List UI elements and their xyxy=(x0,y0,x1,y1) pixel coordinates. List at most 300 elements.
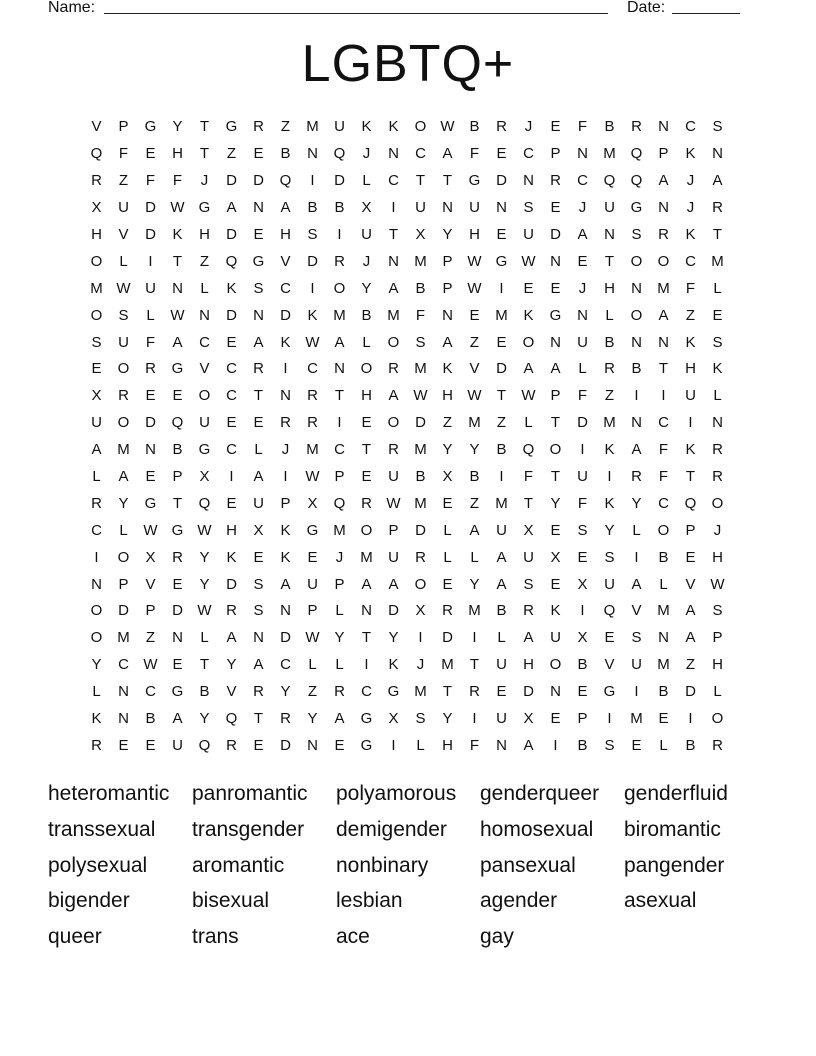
grid-letter: A xyxy=(388,575,399,593)
grid-letter: S xyxy=(415,710,426,728)
grid-letter: N xyxy=(712,145,723,163)
grid-row xyxy=(83,437,731,464)
grid-letter: T xyxy=(550,414,561,432)
grid-letter: S xyxy=(118,306,129,324)
grid-letter: L xyxy=(443,521,452,539)
grid-letter: P xyxy=(712,629,723,647)
grid-letter: G xyxy=(171,360,184,378)
word-bank-item: polysexual xyxy=(48,853,148,877)
grid-letter: L xyxy=(659,736,668,754)
grid-letter: A xyxy=(442,145,453,163)
grid-letter: C xyxy=(226,441,237,459)
grid-letter: T xyxy=(199,118,210,136)
grid-row xyxy=(83,275,731,302)
grid-letter: F xyxy=(145,333,156,351)
word-bank-item: trans xyxy=(192,925,239,949)
grid-letter: V xyxy=(91,118,102,136)
grid-letter: R xyxy=(631,468,642,486)
grid-letter: I xyxy=(688,710,693,728)
grid-letter: A xyxy=(631,441,642,459)
grid-letter: D xyxy=(577,414,588,432)
grid-letter: C xyxy=(685,118,696,136)
grid-letter: Q xyxy=(225,710,238,728)
grid-letter: I xyxy=(418,629,423,647)
grid-letter: A xyxy=(253,333,264,351)
grid-letter: O xyxy=(117,548,130,566)
grid-letter: R xyxy=(388,360,399,378)
grid-letter: N xyxy=(442,199,453,217)
grid-letter: N xyxy=(577,306,588,324)
grid-letter: J xyxy=(524,118,533,136)
grid-letter: E xyxy=(334,736,345,754)
grid-letter: G xyxy=(549,306,562,324)
grid-letter: R xyxy=(415,548,426,566)
grid-letter: S xyxy=(712,602,723,620)
grid-letter: I xyxy=(634,683,639,701)
grid-letter: Y xyxy=(199,575,210,593)
grid-letter: U xyxy=(388,468,399,486)
grid-letter: X xyxy=(415,226,426,243)
grid-letter: O xyxy=(90,602,103,620)
grid-letter: G xyxy=(198,199,211,217)
grid-letter: E xyxy=(550,199,561,217)
grid-letter: Y xyxy=(469,575,480,593)
grid-letter: C xyxy=(361,683,372,701)
grid-letter: A xyxy=(712,172,723,190)
grid-letter: J xyxy=(335,548,344,566)
grid-letter: Q xyxy=(684,494,697,512)
grid-letter: G xyxy=(360,736,373,754)
grid-letter: M xyxy=(603,414,616,432)
grid-letter: H xyxy=(604,279,615,297)
grid-letter: E xyxy=(496,683,507,701)
grid-letter: I xyxy=(499,279,504,297)
word-bank-item: genderqueer xyxy=(480,782,600,805)
grid-letter: H xyxy=(523,656,534,674)
word-bank-item: gay xyxy=(480,925,514,949)
grid-letter: M xyxy=(441,656,454,674)
grid-letter: T xyxy=(172,252,183,270)
grid-letter: G xyxy=(144,118,157,136)
grid-letter: E xyxy=(91,360,102,378)
grid-letter: O xyxy=(117,414,130,432)
grid-letter: B xyxy=(658,548,669,566)
grid-letter: G xyxy=(252,252,265,270)
grid-letter: Z xyxy=(280,118,291,136)
grid-letter: N xyxy=(658,199,669,217)
grid-letter: N xyxy=(658,118,669,136)
grid-letter: R xyxy=(118,387,129,405)
grid-letter: N xyxy=(442,306,453,324)
grid-letter: N xyxy=(91,575,102,593)
grid-letter: B xyxy=(577,736,588,754)
grid-letter: K xyxy=(712,360,723,378)
grid-letter: E xyxy=(442,494,453,512)
grid-letter: A xyxy=(577,226,588,243)
grid-letter: F xyxy=(415,306,426,324)
grid-letter: H xyxy=(712,656,723,674)
grid-letter: O xyxy=(414,575,427,593)
grid-letter: H xyxy=(685,360,696,378)
grid-letter: O xyxy=(711,710,724,728)
grid-letter: M xyxy=(657,279,670,297)
grid-letter: K xyxy=(604,441,615,459)
grid-letter: A xyxy=(469,521,480,539)
grid-letter: N xyxy=(307,145,318,163)
grid-letter: A xyxy=(550,360,561,378)
grid-letter: F xyxy=(685,279,696,297)
grid-letter: M xyxy=(603,145,616,163)
grid-letter: U xyxy=(334,118,345,136)
grid-letter: G xyxy=(468,172,481,190)
grid-letter: R xyxy=(712,736,723,754)
grid-letter: A xyxy=(442,333,453,351)
grid-letter: B xyxy=(496,602,507,620)
grid-letter: C xyxy=(118,656,129,674)
grid-letter: K xyxy=(280,521,291,539)
grid-letter: I xyxy=(391,736,396,754)
grid-letter: N xyxy=(172,629,183,647)
word-bank-item: ace xyxy=(336,925,370,949)
grid-letter: S xyxy=(253,279,264,297)
grid-letter: K xyxy=(604,494,615,512)
grid-row xyxy=(83,652,731,679)
grid-letter: T xyxy=(712,226,723,243)
name-blank-line xyxy=(104,13,608,14)
grid-letter: F xyxy=(469,145,480,163)
grid-letter: Z xyxy=(118,172,129,190)
grid-letter: W xyxy=(521,387,536,405)
grid-letter: P xyxy=(388,521,399,539)
grid-letter: W xyxy=(305,468,320,486)
grid-letter: A xyxy=(91,441,102,459)
grid-letter: O xyxy=(711,494,724,512)
grid-letter: F xyxy=(145,172,156,190)
grid-letter: Z xyxy=(442,414,453,432)
grid-letter: T xyxy=(523,494,534,512)
grid-letter: Z xyxy=(496,414,507,432)
grid-letter: O xyxy=(360,360,373,378)
grid-letter: G xyxy=(144,494,157,512)
grid-letter: D xyxy=(226,172,237,190)
grid-letter: D xyxy=(523,683,534,701)
grid-letter: U xyxy=(469,199,480,217)
word-bank-item: pangender xyxy=(624,853,725,877)
grid-letter: E xyxy=(172,387,183,405)
grid-letter: P xyxy=(658,145,669,163)
grid-letter: B xyxy=(415,279,426,297)
grid-letter: U xyxy=(496,521,507,539)
grid-letter: N xyxy=(307,736,318,754)
grid-letter: Q xyxy=(522,441,535,459)
grid-row xyxy=(83,329,731,356)
grid-letter: U xyxy=(415,199,426,217)
grid-letter: J xyxy=(578,279,587,297)
grid-letter: W xyxy=(413,387,428,405)
grid-letter: O xyxy=(198,387,211,405)
page-title: LGBTQ+ xyxy=(301,35,515,93)
grid-letter: U xyxy=(496,656,507,674)
grid-letter: E xyxy=(361,468,372,486)
grid-row xyxy=(83,195,731,222)
grid-letter: O xyxy=(387,414,400,432)
grid-letter: T xyxy=(253,387,264,405)
grid-letter: J xyxy=(578,199,587,217)
grid-letter: H xyxy=(442,387,453,405)
grid-letter: F xyxy=(469,736,480,754)
grid-letter: P xyxy=(145,602,156,620)
grid-letter: F xyxy=(577,387,588,405)
grid-letter: N xyxy=(631,279,642,297)
grid-letter: L xyxy=(92,468,101,486)
grid-letter: M xyxy=(306,118,319,136)
grid-row xyxy=(83,383,731,410)
grid-letter: I xyxy=(391,199,396,217)
grid-letter: A xyxy=(685,602,696,620)
grid-letter: O xyxy=(360,521,373,539)
grid-letter: E xyxy=(577,683,588,701)
grid-letter: R xyxy=(712,441,723,459)
grid-letter: E xyxy=(496,226,507,243)
grid-letter: D xyxy=(145,199,156,217)
grid-letter: Q xyxy=(630,172,643,190)
grid-letter: X xyxy=(388,710,399,728)
grid-row xyxy=(83,732,731,759)
grid-letter: N xyxy=(280,387,291,405)
grid-letter: N xyxy=(523,172,534,190)
grid-letter: I xyxy=(337,226,342,243)
grid-letter: B xyxy=(469,118,480,136)
grid-letter: M xyxy=(657,656,670,674)
grid-letter: W xyxy=(521,252,536,270)
grid-letter: E xyxy=(145,387,156,405)
grid-letter: Y xyxy=(442,226,453,243)
grid-letter: R xyxy=(604,360,615,378)
grid-letter: V xyxy=(118,226,129,243)
grid-letter: C xyxy=(658,414,669,432)
grid-letter: E xyxy=(253,414,264,432)
grid-letter: D xyxy=(226,306,237,324)
grid-letter: A xyxy=(388,387,399,405)
grid-letter: D xyxy=(280,736,291,754)
grid-letter: W xyxy=(143,656,158,674)
grid-letter: M xyxy=(468,414,481,432)
grid-letter: N xyxy=(577,145,588,163)
grid-letter: U xyxy=(199,414,210,432)
grid-letter: L xyxy=(362,333,371,351)
grid-letter: N xyxy=(334,360,345,378)
grid-letter: X xyxy=(523,521,534,539)
date-label: Date: xyxy=(627,0,666,16)
grid-letter: Q xyxy=(630,145,643,163)
grid-letter: S xyxy=(604,548,615,566)
grid-letter: G xyxy=(171,521,184,539)
grid-letter: U xyxy=(172,736,183,754)
grid-letter: N xyxy=(658,629,669,647)
grid-letter: L xyxy=(254,441,263,459)
grid-letter: W xyxy=(197,521,212,539)
grid-letter: Y xyxy=(172,118,183,136)
word-bank-item: aromantic xyxy=(192,853,285,877)
grid-letter: M xyxy=(117,441,130,459)
grid-letter: E xyxy=(550,521,561,539)
grid-letter: U xyxy=(118,199,129,217)
grid-letter: U xyxy=(523,226,534,243)
grid-letter: Y xyxy=(442,710,453,728)
grid-row xyxy=(83,544,731,571)
grid-letter: D xyxy=(496,360,507,378)
grid-letter: U xyxy=(145,279,156,297)
grid-letter: Q xyxy=(603,602,616,620)
grid-letter: L xyxy=(443,548,452,566)
grid-letter: V xyxy=(145,575,156,593)
grid-letter: M xyxy=(657,602,670,620)
grid-letter: O xyxy=(117,360,130,378)
grid-letter: N xyxy=(199,306,210,324)
grid-letter: I xyxy=(472,629,477,647)
grid-letter: I xyxy=(364,656,369,674)
grid-letter: N xyxy=(631,414,642,432)
grid-letter: A xyxy=(496,575,507,593)
grid-letter: Y xyxy=(334,629,345,647)
grid-letter: W xyxy=(116,279,131,297)
grid-letter: N xyxy=(280,602,291,620)
grid-letter: S xyxy=(91,333,102,351)
grid-letter: X xyxy=(523,710,534,728)
grid-letter: M xyxy=(414,360,427,378)
grid-letter: G xyxy=(306,521,319,539)
grid-letter: D xyxy=(685,683,696,701)
grid-letter: I xyxy=(229,468,234,486)
grid-letter: O xyxy=(630,252,643,270)
grid-letter: E xyxy=(145,145,156,163)
grid-letter: T xyxy=(496,387,507,405)
grid-letter: R xyxy=(712,468,723,486)
grid-letter: K xyxy=(550,602,561,620)
grid-letter: E xyxy=(145,468,156,486)
word-bank-item: transsexual xyxy=(48,817,156,841)
grid-letter: I xyxy=(283,360,288,378)
grid-letter: B xyxy=(631,360,642,378)
grid-letter: R xyxy=(334,252,345,270)
grid-row xyxy=(83,464,731,491)
grid-letter: S xyxy=(253,602,264,620)
grid-letter: N xyxy=(496,736,507,754)
grid-letter: R xyxy=(523,602,534,620)
grid-letter: M xyxy=(711,252,724,270)
grid-letter: L xyxy=(146,306,155,324)
grid-letter: L xyxy=(632,521,641,539)
grid-letter: N xyxy=(253,306,264,324)
grid-letter: X xyxy=(442,468,453,486)
word-bank-item: biromantic xyxy=(624,817,721,841)
grid-letter: K xyxy=(361,118,372,136)
grid-letter: U xyxy=(118,333,129,351)
word-bank-item: transgender xyxy=(192,817,305,841)
grid-letter: L xyxy=(416,736,425,754)
grid-letter: R xyxy=(172,548,183,566)
grid-letter: M xyxy=(360,548,373,566)
grid-letter: D xyxy=(307,252,318,270)
grid-letter: P xyxy=(442,252,453,270)
grid-letter: E xyxy=(253,226,264,243)
grid-letter: L xyxy=(119,252,128,270)
grid-letter: B xyxy=(469,468,480,486)
grid-letter: D xyxy=(118,602,129,620)
grid-letter: M xyxy=(495,306,508,324)
grid-letter: L xyxy=(605,306,614,324)
grid-letter: C xyxy=(523,145,534,163)
name-label: Name: xyxy=(48,0,96,16)
grid-letter: R xyxy=(253,360,264,378)
grid-letter: I xyxy=(580,441,585,459)
grid-letter: F xyxy=(577,118,588,136)
grid-letter: U xyxy=(604,575,615,593)
grid-letter: B xyxy=(415,468,426,486)
grid-letter: G xyxy=(225,118,238,136)
grid-letter: O xyxy=(414,118,427,136)
grid-letter: N xyxy=(253,629,264,647)
grid-letter: Y xyxy=(361,279,372,297)
grid-letter: O xyxy=(90,252,103,270)
grid-letter: K xyxy=(280,333,291,351)
grid-letter: M xyxy=(468,602,481,620)
grid-letter: S xyxy=(307,226,318,243)
grid-letter: L xyxy=(497,629,506,647)
grid-letter: R xyxy=(253,118,264,136)
grid-letter: L xyxy=(119,521,128,539)
grid-letter: T xyxy=(199,656,210,674)
grid-letter: R xyxy=(361,494,372,512)
grid-letter: U xyxy=(307,575,318,593)
grid-letter: B xyxy=(604,333,615,351)
grid-letter: B xyxy=(334,199,345,217)
grid-letter: E xyxy=(496,333,507,351)
grid-letter: J xyxy=(362,252,371,270)
grid-letter: L xyxy=(713,387,722,405)
grid-letter: A xyxy=(658,306,669,324)
grid-letter: Y xyxy=(118,494,129,512)
grid-letter: J xyxy=(362,145,371,163)
grid-letter: Z xyxy=(226,145,237,163)
grid-letter: C xyxy=(307,360,318,378)
grid-letter: E xyxy=(226,494,237,512)
grid-letter: C xyxy=(334,441,345,459)
grid-letter: E xyxy=(631,736,642,754)
grid-letter: X xyxy=(199,468,210,486)
grid-letter: D xyxy=(226,226,237,243)
grid-letter: S xyxy=(631,226,642,243)
grid-letter: E xyxy=(550,118,561,136)
grid-letter: O xyxy=(630,306,643,324)
grid-letter: K xyxy=(523,306,534,324)
grid-letter: E xyxy=(253,736,264,754)
grid-letter: V xyxy=(199,360,210,378)
grid-letter: C xyxy=(415,145,426,163)
grid-letter: R xyxy=(631,118,642,136)
grid-letter: Q xyxy=(198,736,211,754)
grid-letter: T xyxy=(172,494,183,512)
grid-letter: D xyxy=(172,602,183,620)
grid-letter: S xyxy=(253,575,264,593)
grid-letter: R xyxy=(334,683,345,701)
grid-letter: R xyxy=(550,172,561,190)
grid-letter: C xyxy=(226,360,237,378)
grid-letter: E xyxy=(442,575,453,593)
grid-letter: Q xyxy=(198,494,211,512)
grid-letter: F xyxy=(577,494,588,512)
grid-letter: K xyxy=(226,548,237,566)
